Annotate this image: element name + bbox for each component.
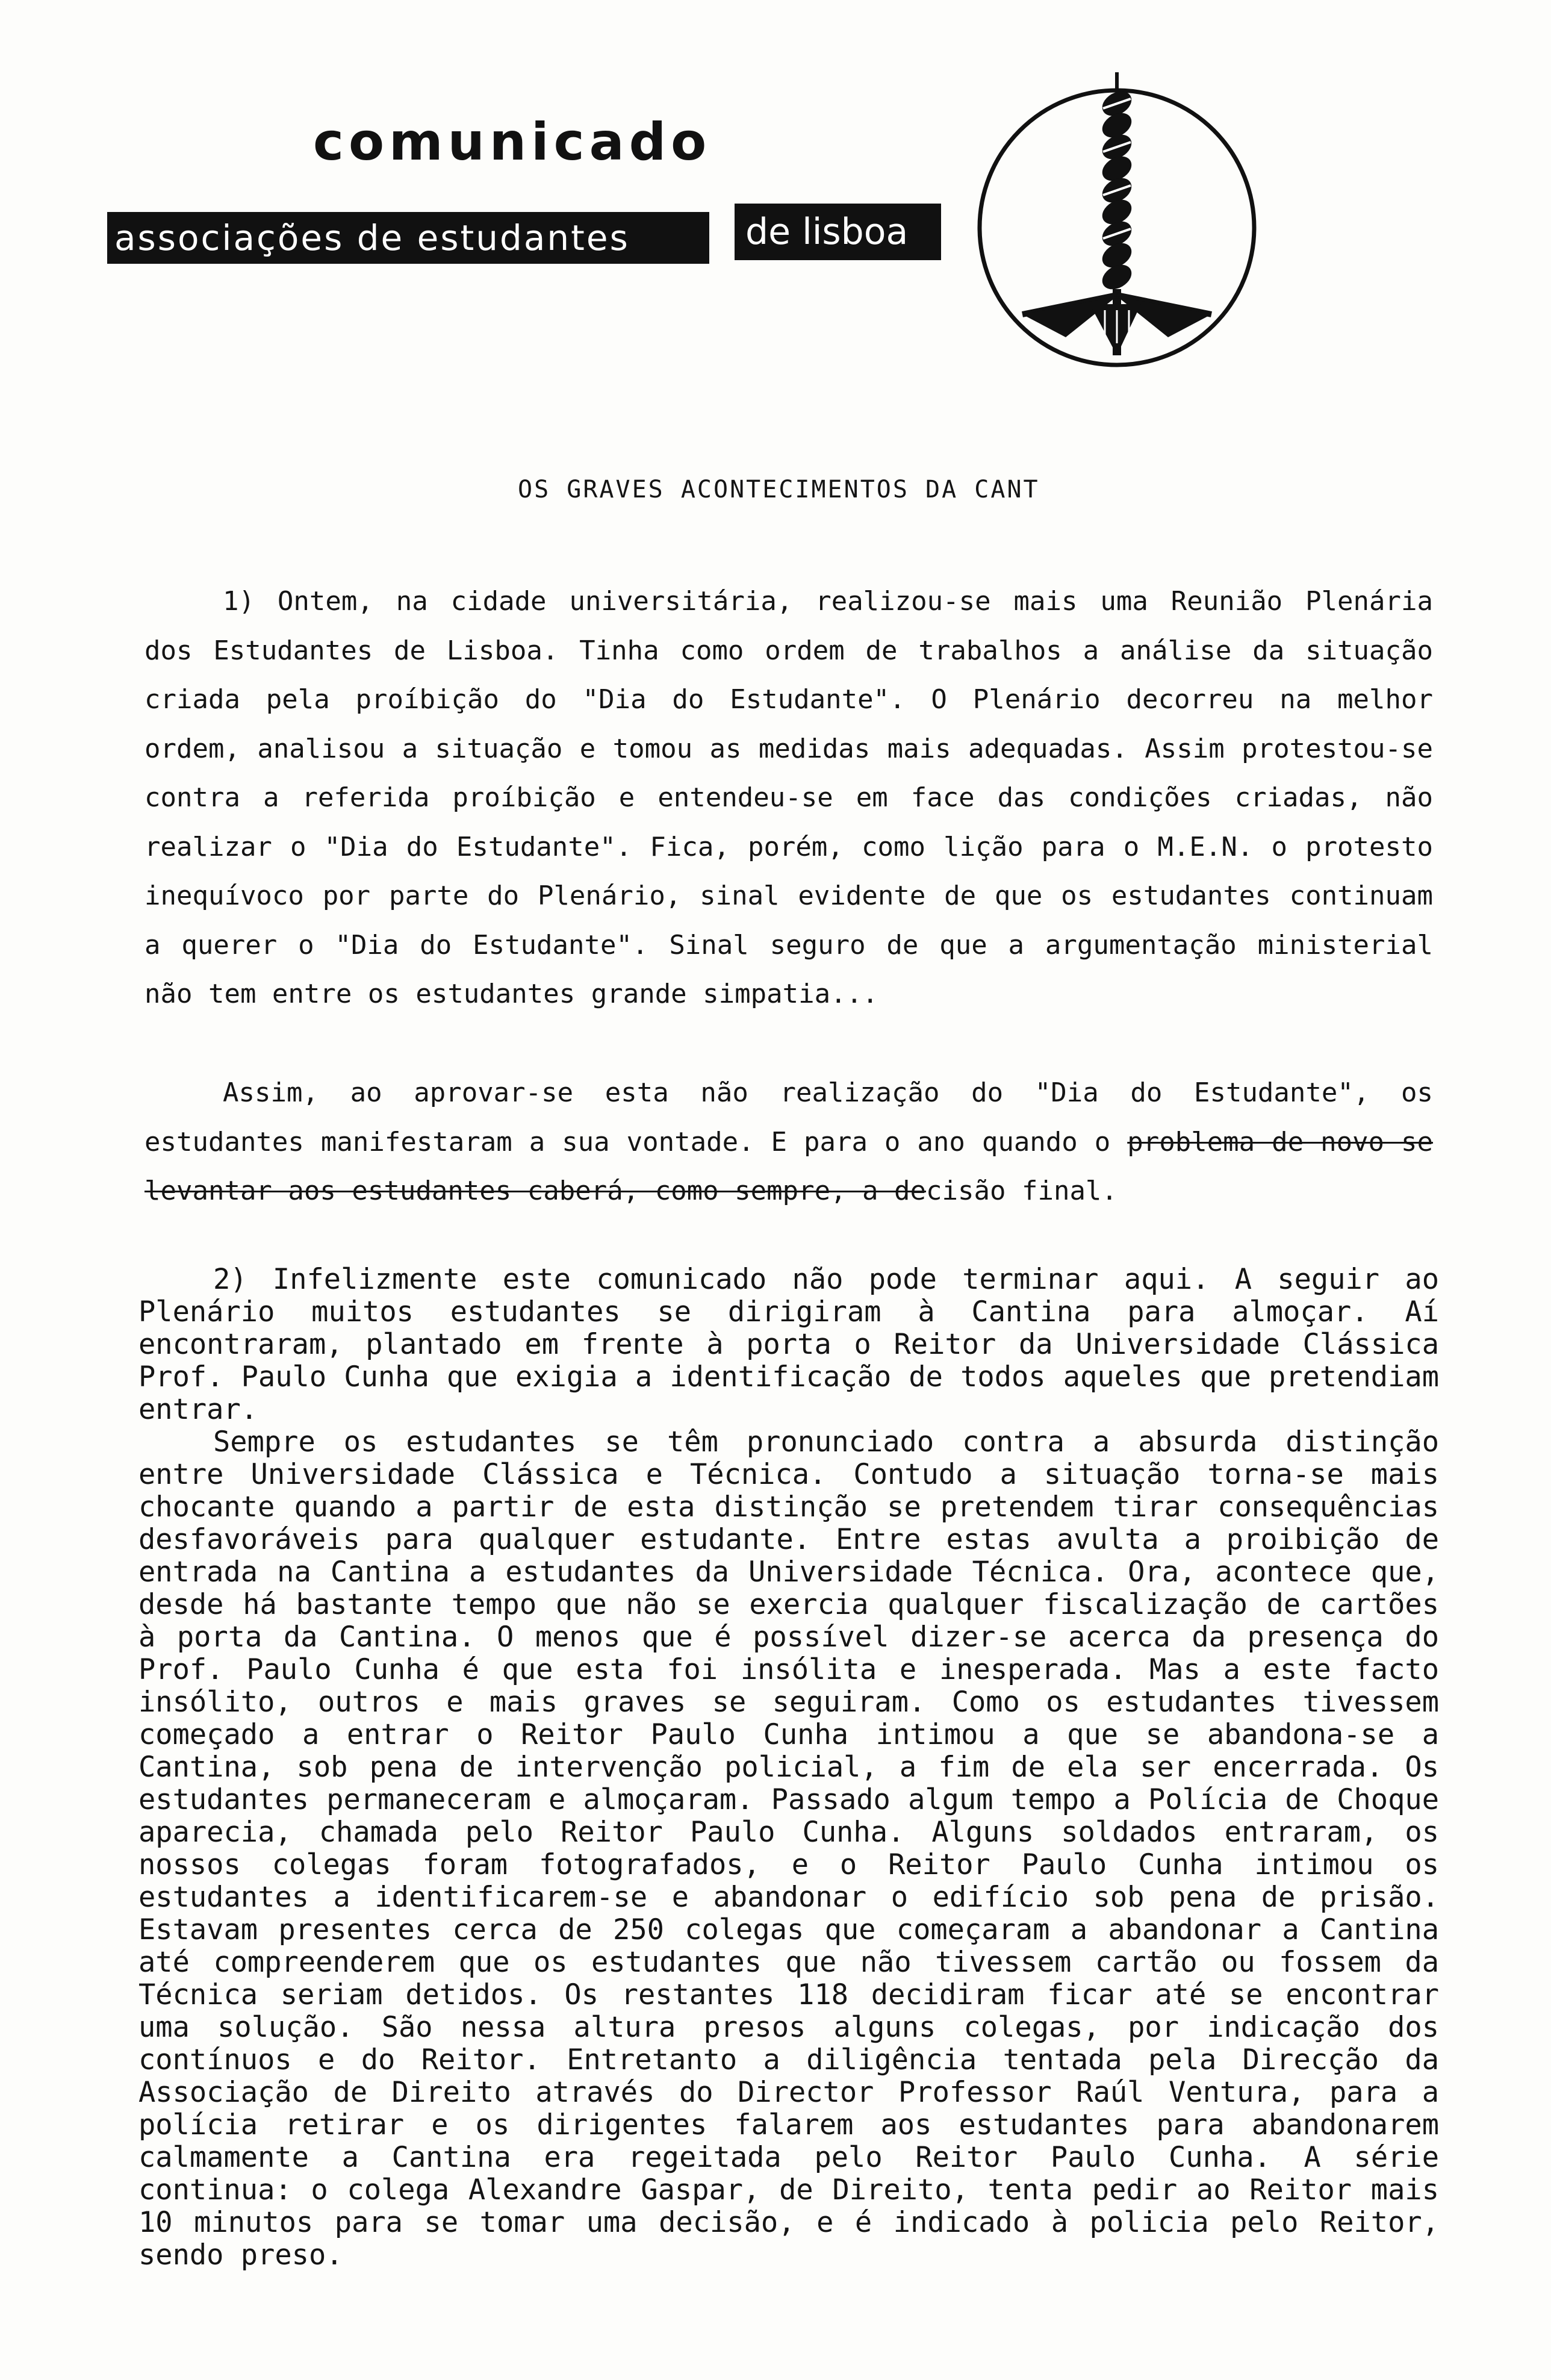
document-heading: OS GRAVES ACONTECIMENTOS DA CANT bbox=[518, 476, 1040, 503]
paragraph-2-start: Assim, ao aprovar-se esta não realização do "Dia do Estudante", os estudantes manifestaram a sua vontade. E para o ano quando o bbox=[145, 1077, 1433, 1157]
section-2-paragraph-2 bbox=[138, 1426, 1439, 2272]
paragraph-2-end: cisão final. bbox=[926, 1176, 1117, 1206]
paragraph-2 bbox=[145, 1068, 1433, 1216]
masthead-title: comunicado bbox=[313, 112, 712, 172]
paragraph-1: 1) Ontem, na cidade universitária, realizou-se mais uma Reunião Plenária dos Estudantes de Lisboa. Tinha como ordem de trabalhos a análise da situação criada pela proíbição do "Dia do Estudante". O Plenário decorreu na melhor ordem, analisou a situação e tomou as medidas mais adequadas. Assim protestou-se contra a referida proíbição e entendeu-se em face das condições criadas, não realizar o "Dia do Estudante". Fica, porém, como lição para o M.E.N. o protesto inequívoco por parte do Plenário, sinal evidente de que os estudantes continuam a querer o "Dia do Estudante". Sinal seguro de que a argumentação ministerial não tem entre os estudantes grande simpatia... bbox=[145, 586, 1433, 1009]
struck-text: problema de novo se levantar aos estudantes caberá, como sempre, a de bbox=[145, 1126, 1433, 1206]
banner-associacoes: associações de estudantes bbox=[107, 212, 709, 264]
rope-emblem-icon bbox=[975, 72, 1258, 373]
section-2-paragraph-2-text: Sempre os estudantes se têm pronunciado contra a absurda distinção entre Universidade Clássica e Técnica. Contudo a situação torna-se mais chocante quando a partir de esta distinção se pretendem tirar consequências desfavoráveis para qualquer estudante. Entre estas avulta a proibição de entrada na Cantina a estudantes da Universidade Técnica. Ora, acontece que, desde há bastante tempo que não se exercia qualquer fiscalização de cartões à porta da Cantina. O menos que é possível dizer-se acerca da presença do Prof. Paulo Cunha é que esta foi insólita e inesperada. Mas a este facto insólito, outros e mais graves se seguiram. Como os estudantes tivessem começado a entrar o Reitor Paulo Cunha intimou a que se abandona-se a Cantina, sob pena de intervenção policial, a fim de ela ser encerrada. Os estudantes permaneceram e almoçaram. Passado algum tempo a Polícia de Choque aparecia, chamada pelo Reitor Paulo Cunha. Alguns soldados entraram, os nossos colegas foram fotografados, e o Reitor Paulo Cunha intimou os estudantes a identificarem-se e abandonar o edifício sob pena de prisão. Estavam presentes cerca de 250 colegas que começaram a abandonar a Cantina até compreenderem que os estudantes que não tivessem cartão ou fossem da Técnica seriam detidos. Os restantes 118 decidiram ficar até se encontrar uma solução. São nessa altura presos alguns colegas, por indicação dos contínuos e do Reitor. Entretanto a diligência tentada pela Direcção da Associação de Direito através do Director Professor Raúl Ventura, para a polícia retirar e os dirigentes falarem aos estudantes para abandonarem calmamente a Cantina era regeitada pelo Reitor Paulo Cunha. A série continua: o colega Alexandre Gaspar, de Direito, tenta pedir ao Reitor mais 10 minutos para se tomar uma decisão, e é indicado à policia pelo Reitor, sendo preso. bbox=[138, 1425, 1439, 2272]
banner-lisboa: de lisboa bbox=[735, 204, 941, 260]
section-2-paragraph-1-text: 2) Infelizmente este comunicado não pode terminar aqui. A seguir ao Plenário muitos estudantes se dirigiram à Cantina para almoçar. Aí encontraram, plantado em frente à porta o Reitor da Universidade Clássica Prof. Paulo Cunha que exigia a identificação de todos aqueles que pretendiam entrar. bbox=[138, 1263, 1439, 1426]
section-2 bbox=[138, 1263, 1439, 2272]
section-2-paragraph-1 bbox=[138, 1263, 1439, 1426]
